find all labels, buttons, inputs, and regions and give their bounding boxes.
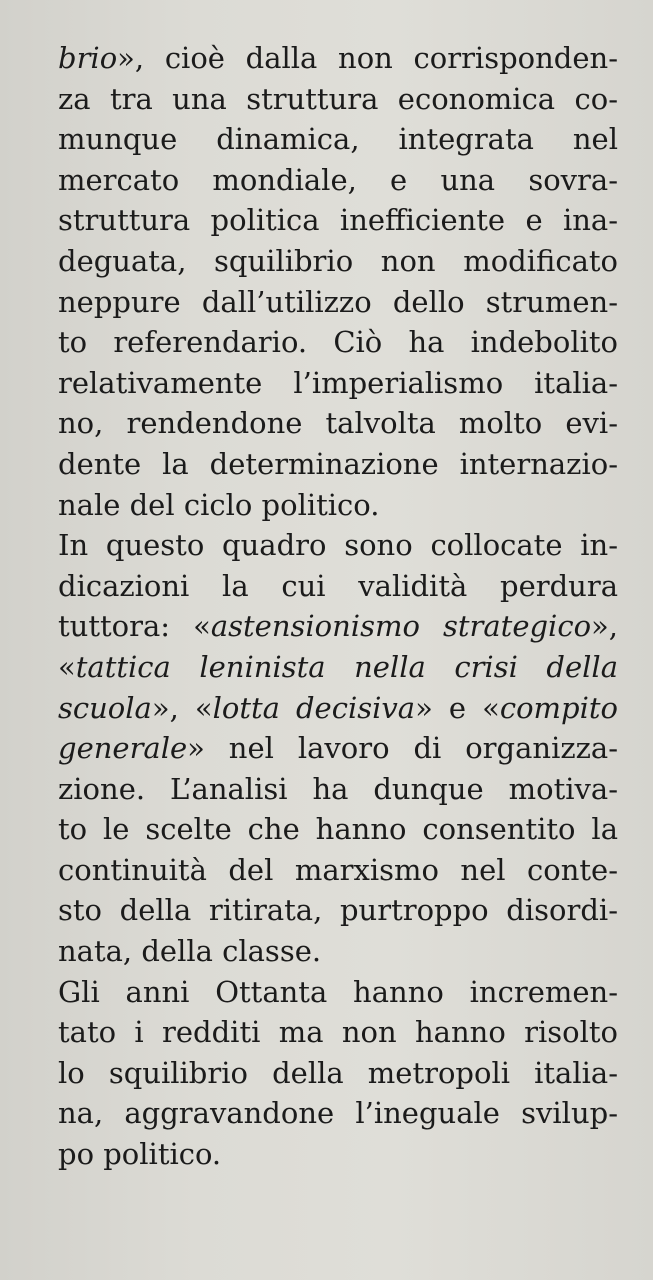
text-line (58, 363, 618, 404)
text-run: » nel lavoro di organizza- (187, 731, 618, 766)
text-run: to le scelte che hanno consentito la (58, 812, 618, 847)
text-line (58, 38, 618, 79)
paragraph-2 (58, 525, 618, 972)
text-run: nale del ciclo politico. (58, 487, 380, 522)
text-run: dicazioni la cui validità perdura (58, 568, 618, 603)
paragraph-3 (58, 972, 618, 1175)
text-run: Gli anni Ottanta hanno incremen- (58, 974, 618, 1009)
text-line (58, 119, 618, 160)
text-line (58, 809, 618, 850)
italic-run: scuola (58, 690, 152, 725)
text-run: munque dinamica, integrata nel (58, 122, 618, 157)
text-line (58, 322, 618, 363)
italic-run: tattica leninista nella crisi della (75, 649, 618, 684)
text-run: In questo quadro sono collocate in- (58, 528, 618, 563)
text-run: deguata, squilibrio non modificato (58, 243, 618, 278)
text-line (58, 890, 618, 931)
text-line (58, 200, 618, 241)
italic-run: compito (499, 690, 618, 725)
text-line (58, 485, 618, 526)
text-line (58, 1053, 618, 1094)
text-run: », (591, 609, 619, 644)
text-line (58, 606, 618, 647)
text-run: », cioè dalla non corrisponden- (117, 41, 618, 75)
text-line (58, 525, 618, 566)
text-run: tato i redditi ma non hanno risolto (58, 1015, 618, 1050)
italic-run: astensionismo strategico (210, 609, 592, 644)
text-line (58, 1093, 618, 1134)
text-line (58, 241, 618, 282)
text-run: struttura politica inefficiente e ina- (58, 203, 618, 238)
text-run: continuità del marxismo nel conte- (58, 852, 618, 887)
text-line (58, 444, 618, 485)
text-line (58, 160, 618, 201)
text-run: neppure dall’utilizzo dello strumen- (58, 284, 618, 319)
text-line (58, 769, 618, 810)
text-line (58, 1012, 618, 1053)
text-run: lo squilibrio della metropoli italia- (58, 1055, 618, 1090)
text-run: » e « (415, 690, 500, 725)
paragraph-1 (58, 38, 618, 525)
text-run: nata, della classe. (58, 934, 322, 969)
text-line (58, 403, 618, 444)
italic-run: lotta decisiva (212, 690, 416, 725)
text-run: mercato mondiale, e una sovra- (58, 162, 618, 197)
text-run: no, rendendone talvolta molto evi- (58, 406, 618, 441)
text-run: za tra una struttura economica co- (58, 81, 618, 116)
text-line (58, 728, 618, 769)
text-run: sto della ritirata, purtroppo disordi- (58, 893, 618, 928)
text-run: relativamente l’imperialismo italia- (58, 365, 618, 400)
text-line (58, 647, 618, 688)
text-run: », « (151, 690, 213, 725)
text-run: dente la determinazione internazio- (58, 446, 618, 481)
text-line (58, 931, 618, 972)
italic-run: brio (58, 41, 118, 75)
text-run: to referendario. Ciò ha indebolito (58, 325, 618, 360)
text-run: tuttora: « (58, 609, 211, 644)
text-run: po politico. (58, 1137, 222, 1172)
text-line (58, 972, 618, 1013)
body-text (58, 38, 618, 1175)
text-run: « (58, 649, 76, 684)
text-run: na, aggravandone l’ineguale svilup- (58, 1096, 618, 1131)
text-line (58, 688, 618, 729)
text-run: zione. L’analisi ha dunque motiva- (58, 771, 618, 806)
text-line (58, 282, 618, 323)
italic-run: generale (58, 731, 188, 766)
text-line (58, 1134, 618, 1175)
text-line (58, 566, 618, 607)
text-line (58, 850, 618, 891)
text-line (58, 79, 618, 120)
